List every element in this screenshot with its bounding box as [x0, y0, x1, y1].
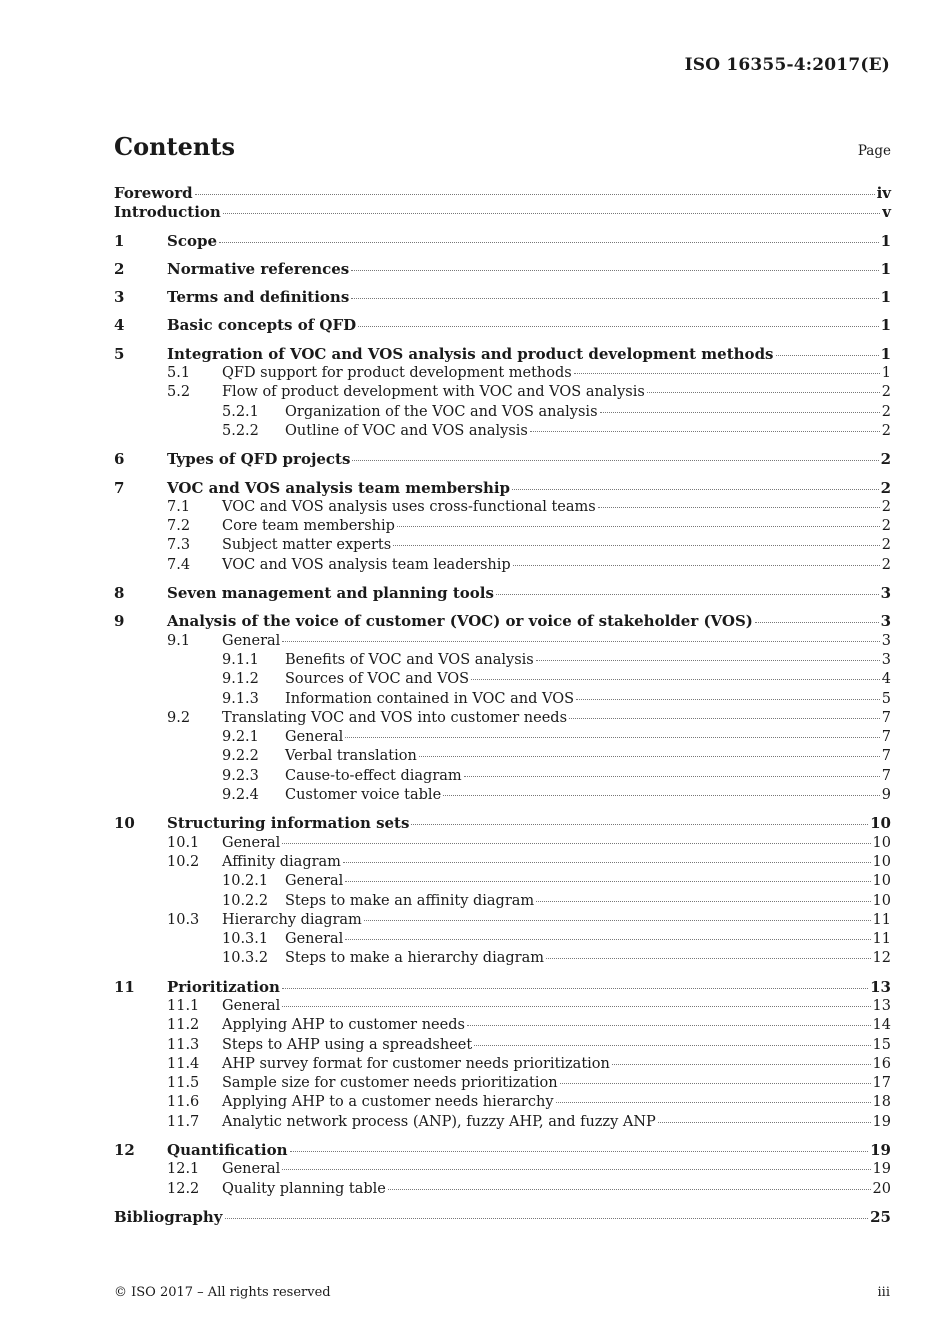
- dot-leader: [600, 411, 880, 413]
- toc-entry[interactable]: [114, 930, 891, 949]
- toc-entry-page: v: [882, 203, 891, 222]
- toc-entry[interactable]: [114, 584, 891, 603]
- toc-entry-number: 11.6: [167, 1094, 200, 1111]
- dot-leader: [225, 1217, 869, 1219]
- toc-entry-number: 4: [114, 316, 125, 335]
- toc-entry-page: 20: [872, 1180, 891, 1197]
- dot-leader: [530, 430, 880, 432]
- dot-leader: [574, 372, 880, 374]
- toc-entry-number: 9.1.2: [222, 671, 259, 688]
- toc-entry-title: Outline of VOC and VOS analysis: [285, 422, 528, 439]
- toc-entry-title: Types of QFD projects: [167, 450, 351, 469]
- toc-entry-title: General: [285, 873, 344, 890]
- toc-entry[interactable]: [114, 1160, 891, 1179]
- toc-entry[interactable]: [114, 651, 891, 670]
- toc-entry-number: 5: [114, 344, 125, 363]
- dot-leader: [464, 775, 880, 777]
- toc-entry-number: 12: [114, 1141, 135, 1160]
- toc-entry[interactable]: [114, 709, 891, 728]
- dot-leader: [364, 919, 871, 921]
- toc-entry[interactable]: [114, 747, 891, 766]
- toc-entry-page: 2: [881, 537, 891, 554]
- toc-entry[interactable]: [114, 786, 891, 805]
- toc-entry-page: 10: [870, 814, 891, 833]
- toc-entry-number: 11.7: [167, 1113, 200, 1130]
- toc-entry-title: Quality planning table: [222, 1180, 386, 1197]
- toc-entry-number: 11.3: [167, 1036, 200, 1053]
- dot-leader: [546, 957, 871, 959]
- toc-entry-title: Foreword: [114, 184, 193, 202]
- toc-entry[interactable]: [114, 814, 891, 833]
- toc-entry-number: 9.2.4: [222, 787, 259, 804]
- dot-leader: [576, 698, 880, 700]
- toc-entry-title: VOC and VOS analysis team leadership: [222, 556, 511, 573]
- toc-entry[interactable]: [114, 232, 891, 251]
- dot-leader: [512, 488, 879, 490]
- toc-entry-page: 1: [880, 231, 891, 250]
- toc-entry[interactable]: [114, 203, 891, 222]
- toc-entry-page: 10: [872, 873, 891, 890]
- toc-entry-title: General: [222, 997, 281, 1014]
- dot-leader: [282, 1168, 870, 1170]
- page-title: Contents: [114, 132, 235, 161]
- toc-entry[interactable]: [114, 1141, 891, 1160]
- toc-entry-number: 10.1: [167, 834, 200, 851]
- toc-entry[interactable]: [114, 345, 891, 364]
- toc-entry-page: 19: [870, 1141, 891, 1160]
- toc-entry-title: AHP survey format for customer needs prioritization: [222, 1055, 610, 1072]
- toc-entry[interactable]: [114, 949, 891, 968]
- toc-entry-title: Subject matter experts: [222, 537, 392, 554]
- toc-entry-title: General: [222, 1161, 281, 1178]
- toc-entry[interactable]: [114, 288, 891, 307]
- toc-entry-title: Steps to AHP using a spreadsheet: [222, 1036, 473, 1053]
- dot-leader: [351, 269, 878, 271]
- dot-leader: [536, 900, 870, 902]
- toc-entry-number: 11.5: [167, 1075, 200, 1092]
- dot-leader: [219, 241, 879, 243]
- toc-entry[interactable]: [114, 767, 891, 786]
- dot-leader: [411, 823, 868, 825]
- toc-entry-number: 11.1: [167, 997, 200, 1014]
- toc-entry-page: 1: [880, 288, 891, 307]
- dot-leader: [345, 880, 870, 882]
- toc-entry-title: Hierarchy diagram: [222, 911, 362, 928]
- toc-entry-number: 5.2.1: [222, 403, 259, 420]
- toc-entry-title: Information contained in VOC and VOS: [285, 690, 575, 707]
- toc-entry-page: 5: [881, 690, 891, 707]
- dot-leader: [388, 1188, 871, 1190]
- toc-entry-title: Scope: [167, 231, 218, 250]
- toc-entry-number: 5.2.2: [222, 422, 259, 439]
- dot-leader: [282, 640, 879, 642]
- toc-entry[interactable]: [114, 892, 891, 911]
- toc-entry[interactable]: [114, 383, 891, 402]
- toc-entry-number: 10.3.1: [222, 931, 269, 948]
- toc-entry-title: General: [285, 729, 344, 746]
- dot-leader: [755, 621, 879, 623]
- dot-leader: [352, 459, 878, 461]
- toc-entry-number: 10.2: [167, 853, 200, 870]
- toc-entry[interactable]: [114, 1055, 891, 1074]
- dot-leader: [223, 212, 880, 214]
- toc-entry[interactable]: [114, 498, 891, 517]
- toc-entry-number: 5.2: [167, 384, 191, 401]
- toc-entry-page: 2: [880, 450, 891, 469]
- toc-entry-page: 3: [880, 612, 891, 631]
- toc-entry-page: 2: [881, 403, 891, 420]
- toc-entry-page: 2: [881, 498, 891, 515]
- toc-entry-title: Flow of product development with VOC and VOS analysis: [222, 384, 645, 401]
- toc-entry-number: 10.2.2: [222, 892, 269, 909]
- toc-entry-page: 1: [881, 365, 891, 382]
- toc-entry-number: 9.1.1: [222, 651, 259, 668]
- toc-entry-number: 12.1: [167, 1161, 200, 1178]
- dot-leader: [556, 1101, 871, 1103]
- toc-entry[interactable]: [114, 872, 891, 891]
- toc-entry[interactable]: [114, 422, 891, 441]
- toc-entry-page: 2: [881, 518, 891, 535]
- toc-entry-number: 7.2: [167, 518, 191, 535]
- toc-entry[interactable]: [114, 364, 891, 383]
- toc-entry-title: Cause-to-effect diagram: [285, 767, 462, 784]
- dot-leader: [474, 1044, 870, 1046]
- toc-entry-number: 1: [114, 231, 125, 250]
- toc-entry-title: General: [222, 632, 281, 649]
- toc-entry-page: 13: [870, 977, 891, 996]
- dot-leader: [282, 842, 870, 844]
- toc-entry-number: 9.2.3: [222, 767, 259, 784]
- toc-entry-page: 10: [872, 853, 891, 870]
- toc-entry-title: Steps to make a hierarchy diagram: [285, 950, 544, 967]
- toc-entry-number: 10.3: [167, 911, 200, 928]
- toc-entry-title: Steps to make an affinity diagram: [285, 892, 535, 909]
- toc-entry[interactable]: [114, 1036, 891, 1055]
- toc-entry-title: Introduction: [114, 203, 221, 222]
- dot-leader: [397, 525, 880, 527]
- page-number: iii: [877, 1285, 890, 1300]
- toc-entry-number: 6: [114, 450, 125, 469]
- toc-entry-title: Prioritization: [167, 977, 280, 996]
- toc-entry-page: 1: [880, 344, 891, 363]
- toc-entry[interactable]: [114, 1208, 891, 1227]
- dot-leader: [282, 987, 868, 989]
- toc-entry-page: 11: [872, 911, 891, 928]
- toc-entry-page: 19: [872, 1161, 891, 1178]
- toc-entry[interactable]: [114, 260, 891, 279]
- toc-entry-number: 10: [114, 814, 135, 833]
- toc-entry-title: Terms and definitions: [167, 288, 350, 307]
- toc-entry-page: 15: [872, 1036, 891, 1053]
- toc-entry[interactable]: [114, 1180, 891, 1199]
- toc-entry[interactable]: [114, 1113, 891, 1132]
- toc-entry-page: 7: [881, 709, 891, 726]
- toc-entry-number: 11.2: [167, 1017, 200, 1034]
- toc-entry-title: Basic concepts of QFD: [167, 316, 357, 335]
- toc-entry-title: Analysis of the voice of customer (VOC) or voice of stakeholder (VOS): [167, 612, 753, 631]
- toc-entry-number: 7.3: [167, 537, 191, 554]
- toc-entry[interactable]: [114, 556, 891, 575]
- dot-leader: [393, 544, 880, 546]
- toc-entry-title: Analytic network process (ANP), fuzzy AHP, and fuzzy ANP: [222, 1113, 656, 1130]
- toc-entry[interactable]: [114, 997, 891, 1016]
- toc-entry-number: 9.2: [167, 709, 191, 726]
- toc-entry[interactable]: [114, 517, 891, 536]
- dot-leader: [419, 755, 880, 757]
- toc-entry-number: 12.2: [167, 1180, 200, 1197]
- toc-entry[interactable]: [114, 184, 891, 203]
- toc-entry[interactable]: [114, 728, 891, 747]
- dot-leader: [569, 717, 880, 719]
- toc-entry[interactable]: [114, 479, 891, 498]
- toc-entry-title: Customer voice table: [285, 787, 442, 804]
- dot-leader: [776, 354, 879, 356]
- toc-entry-page: 18: [872, 1094, 891, 1111]
- toc-entry-title: Sources of VOC and VOS: [285, 671, 470, 688]
- toc-entry-title: Integration of VOC and VOS analysis and product development methods: [167, 344, 774, 363]
- toc-entry-page: 3: [880, 584, 891, 603]
- dot-leader: [612, 1063, 871, 1065]
- toc-entry-page: 2: [881, 384, 891, 401]
- toc-entry-page: 2: [880, 478, 891, 497]
- dot-leader: [598, 506, 880, 508]
- toc-entry-number: 10.3.2: [222, 950, 269, 967]
- toc-entry-number: 7: [114, 478, 125, 497]
- toc-entry-page: 2: [881, 556, 891, 573]
- toc-entry-number: 3: [114, 288, 125, 307]
- dot-leader: [513, 564, 880, 566]
- copyright-notice: © ISO 2017 – All rights reserved: [114, 1285, 331, 1300]
- toc-entry-page: 11: [872, 931, 891, 948]
- toc-entry-page: 16: [872, 1055, 891, 1072]
- toc-entry-page: 7: [881, 748, 891, 765]
- toc-entry[interactable]: [114, 911, 891, 930]
- dot-leader: [536, 659, 880, 661]
- dot-leader: [343, 861, 871, 863]
- toc-entry[interactable]: [114, 403, 891, 422]
- toc-entry[interactable]: [114, 978, 891, 997]
- dot-leader: [658, 1121, 871, 1123]
- page-column-label: Page: [857, 143, 891, 159]
- toc-entry[interactable]: [114, 316, 891, 335]
- toc-entry-number: 2: [114, 259, 125, 278]
- toc-entry-page: 13: [872, 997, 891, 1014]
- dot-leader: [195, 193, 875, 195]
- toc-entry-page: 10: [872, 892, 891, 909]
- document-id: ISO 16355-4:2017(E): [684, 55, 890, 75]
- dot-leader: [496, 593, 879, 595]
- toc-entry-number: 5.1: [167, 365, 191, 382]
- toc-entry[interactable]: [114, 690, 891, 709]
- toc-entry-page: 10: [872, 834, 891, 851]
- toc-entry-title: VOC and VOS analysis uses cross-functional teams: [222, 498, 596, 515]
- toc-entry-number: 9.1: [167, 632, 191, 649]
- toc-entry[interactable]: [114, 1016, 891, 1035]
- toc-entry-page: 3: [881, 632, 891, 649]
- toc-entry-number: 9: [114, 612, 125, 631]
- toc-entry[interactable]: [114, 1093, 891, 1112]
- toc-entry[interactable]: [114, 536, 891, 555]
- toc-entry-page: 12: [872, 950, 891, 967]
- toc-entry-page: 7: [881, 729, 891, 746]
- table-of-contents: [114, 184, 891, 1227]
- dot-leader: [467, 1024, 871, 1026]
- toc-entry-title: Sample size for customer needs prioritization: [222, 1075, 558, 1092]
- toc-entry-page: 4: [881, 671, 891, 688]
- toc-entry-page: 1: [880, 259, 891, 278]
- toc-entry-page: 7: [881, 767, 891, 784]
- dot-leader: [471, 678, 880, 680]
- toc-entry[interactable]: [114, 632, 891, 651]
- toc-entry-title: Seven management and planning tools: [167, 584, 494, 603]
- toc-entry-page: 25: [870, 1207, 891, 1226]
- toc-entry-page: iv: [876, 184, 891, 202]
- toc-entry-number: 7.4: [167, 556, 191, 573]
- toc-entry-title: General: [222, 834, 281, 851]
- toc-entry-title: Normative references: [167, 259, 350, 278]
- toc-entry-number: 9.2.1: [222, 729, 259, 746]
- toc-entry-title: Quantification: [167, 1141, 288, 1160]
- dot-leader: [290, 1150, 869, 1152]
- toc-entry-title: QFD support for product development methods: [222, 365, 572, 382]
- toc-entry-number: 9.1.3: [222, 690, 259, 707]
- toc-entry-title: Affinity diagram: [222, 853, 341, 870]
- toc-entry-title: General: [285, 931, 344, 948]
- dot-leader: [351, 297, 878, 299]
- toc-entry[interactable]: [114, 612, 891, 631]
- toc-entry[interactable]: [114, 450, 891, 469]
- dot-leader: [560, 1082, 871, 1084]
- dot-leader: [358, 325, 878, 327]
- toc-entry-title: Structuring information sets: [167, 814, 410, 833]
- toc-entry-number: 10.2.1: [222, 873, 269, 890]
- toc-entry-title: Core team membership: [222, 518, 395, 535]
- dot-leader: [282, 1005, 870, 1007]
- toc-entry-page: 2: [881, 422, 891, 439]
- toc-entry[interactable]: [114, 1074, 891, 1093]
- toc-entry-page: 19: [872, 1113, 891, 1130]
- toc-entry-title: Organization of the VOC and VOS analysis: [285, 403, 598, 420]
- toc-entry-title: Translating VOC and VOS into customer needs: [222, 709, 568, 726]
- dot-leader: [647, 391, 880, 393]
- toc-entry-page: 17: [872, 1075, 891, 1092]
- dot-leader: [345, 938, 870, 940]
- toc-entry-number: 7.1: [167, 498, 191, 515]
- toc-entry[interactable]: [114, 853, 891, 872]
- toc-entry[interactable]: [114, 670, 891, 689]
- toc-entry-number: 8: [114, 584, 125, 603]
- toc-entry-page: 14: [872, 1017, 891, 1034]
- toc-entry-title: Bibliography: [114, 1207, 223, 1226]
- toc-entry-title: Applying AHP to a customer needs hierarchy: [222, 1094, 554, 1111]
- toc-entry-number: 9.2.2: [222, 748, 259, 765]
- dot-leader: [345, 736, 879, 738]
- toc-entry-page: 1: [880, 316, 891, 335]
- toc-entry[interactable]: [114, 834, 891, 853]
- toc-entry-page: 3: [881, 651, 891, 668]
- toc-entry-title: Applying AHP to customer needs: [222, 1017, 465, 1034]
- toc-entry-title: VOC and VOS analysis team membership: [167, 478, 511, 497]
- toc-entry-number: 11: [114, 977, 135, 996]
- dot-leader: [443, 794, 880, 796]
- toc-entry-number: 11.4: [167, 1055, 200, 1072]
- toc-entry-title: Benefits of VOC and VOS analysis: [285, 651, 534, 668]
- toc-entry-title: Verbal translation: [285, 748, 417, 765]
- toc-entry-page: 9: [881, 787, 891, 804]
